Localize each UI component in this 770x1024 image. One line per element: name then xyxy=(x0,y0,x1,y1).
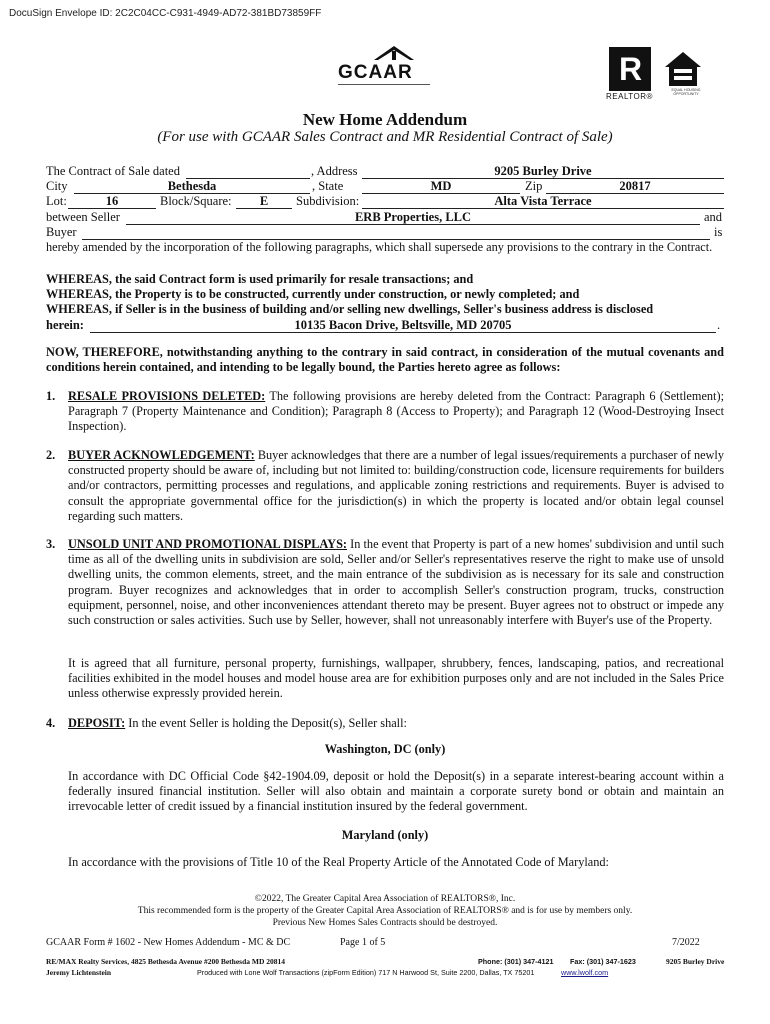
item-number: 3. xyxy=(46,537,56,551)
form-date: 7/2022 xyxy=(672,937,700,948)
item-number: 2. xyxy=(46,448,56,462)
equal-housing-text: EQUAL HOUSING OPPORTUNITY xyxy=(671,88,701,96)
herein-label: herein: xyxy=(46,318,84,332)
item-text: In the event that Property is part of a new homes' subdivision and until such time as all of the dwelling units in subdivision are sold, Seller and/or Seller's representatives reserve the right to make use of unsold dwelling units, the common elements, street, and the main entrance of the subdivision as is necessary for its sale and construction program. Buyer recognizes and acknowledges that in order to accomplish Seller's construction program, trucks, construction equipment, personnel, noise, and other inconveniences attendant thereto may be present. Buyer agrees not to obstruct or impede any such construction or sales activities. Such use by Seller, however, shall not unreasonably interfere with Buyer's use of the Property. xyxy=(68,537,724,628)
whereas-3: WHEREAS, if Seller is in the business of building and/or selling new dwellings, Seller's business address is disclosed xyxy=(46,302,654,316)
whereas-2: WHEREAS, the Property is to be constructed, currently under construction, or newly completed; and xyxy=(46,287,580,301)
item-heading: RESALE PROVISIONS DELETED: xyxy=(68,389,266,403)
property-address: 9205 Burley Drive xyxy=(666,957,725,966)
item-text: Buyer acknowledges that there are a number of legal issues/requirements a purchaser of newly constructed property should be aware of, including but not limited to: building/construction code, licensure requirements for builders and/or contractors, permitting processes and regulations, and applicable zoning restrictions and requirements. Buyer is advised to consult the appropriate governmental office for the jurisdiction(s) in which the property is located and/or obtain legal counsel regarding such matters. xyxy=(68,448,724,523)
item-heading: BUYER ACKNOWLEDGEMENT: xyxy=(68,448,255,462)
md-heading: Maryland (only) xyxy=(341,828,429,842)
is-label: is xyxy=(714,225,723,239)
copyright: ©2022, The Greater Capital Area Association of REALTORS®, Inc. xyxy=(254,894,516,904)
item-heading: UNSOLD UNIT AND PROMOTIONAL DISPLAYS: xyxy=(68,537,347,551)
address-field[interactable]: 9205 Burley Drive xyxy=(362,164,724,179)
item-text: The following provisions are hereby deleted from the Contract: Paragraph 6 (Settlement); Paragraph 7 (Property Maintenance and Condition); Paragraph 8 (Access to Property); and Paragraph 12 (Wood-Destroying Insect Inspection). xyxy=(68,389,724,434)
contract-dated-label: The Contract of Sale dated xyxy=(46,164,180,178)
realtor-letter: R xyxy=(619,51,643,87)
equal-housing-icon xyxy=(662,49,704,89)
property-line: This recommended form is the property of the Greater Capital Area Association of REALTORS® and is for use by members only. xyxy=(137,906,633,916)
lot-field[interactable]: 16 xyxy=(68,194,156,209)
and-label: and xyxy=(704,210,723,224)
broker-info: RE/MAX Realty Services, 4825 Bethesda Avenue #200 Bethesda MD 20814 xyxy=(46,957,286,966)
broker-fax: Fax: (301) 347-1623 xyxy=(570,957,636,966)
lot-label: Lot: xyxy=(46,194,67,208)
lwolf-link[interactable]: www.lwolf.com xyxy=(561,968,609,977)
subdivision-field[interactable]: Alta Vista Terrace xyxy=(362,194,724,209)
seller-address-field[interactable]: 10135 Bacon Drive, Beltsville, MD 20705 xyxy=(90,318,716,333)
seller-field[interactable]: ERB Properties, LLC xyxy=(126,210,700,225)
buyer-label: Buyer xyxy=(46,225,77,239)
contract-dated-field[interactable] xyxy=(186,164,310,179)
block-field[interactable]: E xyxy=(236,194,292,209)
broker-phone: Phone: (301) 347-4121 xyxy=(478,957,554,966)
city-field[interactable]: Bethesda xyxy=(74,179,310,194)
envelope-id: DocuSign Envelope ID: 2C2C04CC-C931-4949-AD72-381BD73859FF xyxy=(9,8,322,19)
realtor-word: REALTOR® xyxy=(606,92,653,101)
page-number: Page 1 of 5 xyxy=(340,937,386,948)
address-label: , Address xyxy=(311,164,358,178)
item-heading: DEPOSIT: xyxy=(68,716,126,730)
now-therefore: NOW, THEREFORE, notwithstanding anything to the contrary in said contract, in consideration of the mutual covenants and conditions herein contained, and intending to be legally bound, the Parties hereto agree as follows: xyxy=(46,345,724,375)
logo-rule xyxy=(338,84,430,89)
item-number: 1. xyxy=(46,389,56,403)
buyer-field[interactable] xyxy=(82,225,710,240)
dc-text: In accordance with DC Official Code §42-1904.09, deposit or hold the Deposit(s) in a separate interest-bearing account within a federally insured financial institution. Seller will also obtain and maintain a corporate surety bond or obtain and maintain an irrevocable letter of credit issued by a financial institution insured by the federal government. xyxy=(68,769,724,814)
herein-end: . xyxy=(717,318,721,332)
destroy-line: Previous New Homes Sales Contracts should be destroyed. xyxy=(272,918,498,928)
dc-heading: Washington, DC (only) xyxy=(324,742,446,756)
page-title: New Home Addendum xyxy=(302,110,468,129)
produced-with: Produced with Lone Wolf Transactions (zipForm Edition) 717 N Harwood St, Suite 2200, Dallas, TX 75201 xyxy=(197,968,535,977)
page-subtitle: (For use with GCAAR Sales Contract and MR Residential Contract of Sale) xyxy=(157,129,613,145)
state-field[interactable]: MD xyxy=(362,179,520,194)
block-label: Block/Square: xyxy=(160,194,232,208)
city-label: City xyxy=(46,179,68,193)
item-extra-text: It is agreed that all furniture, personal property, furnishings, wallpaper, shrubbery, fences, landscaping, patios, and recreational facilities exhibited in the model houses and model house area are for exhibition purposes only and are not included in the Sales Price unless otherwise expressly provided herein. xyxy=(68,656,724,701)
subdivision-label: Subdivision: xyxy=(296,194,360,208)
seller-label: between Seller xyxy=(46,210,120,224)
state-label: , State xyxy=(312,179,344,193)
form-number: GCAAR Form # 1602 - New Homes Addendum - MC & DC xyxy=(46,937,291,948)
item-text: In the event Seller is holding the Deposit(s), Seller shall: xyxy=(125,716,407,730)
item-number: 4. xyxy=(46,716,56,730)
whereas-1: WHEREAS, the said Contract form is used primarily for resale transactions; and xyxy=(46,272,474,286)
gcaar-logo: GCAAR xyxy=(338,62,413,83)
agent-name: Jeremy Lichtenstein xyxy=(46,968,112,977)
amended-text: hereby amended by the incorporation of the following paragraphs, which shall supersede any provisions to the contrary in the Contract. xyxy=(46,240,713,254)
zip-label: Zip xyxy=(525,179,543,193)
md-text: In accordance with the provisions of Title 10 of the Real Property Article of the Annotated Code of Maryland: xyxy=(68,855,609,869)
zip-field[interactable]: 20817 xyxy=(546,179,724,194)
